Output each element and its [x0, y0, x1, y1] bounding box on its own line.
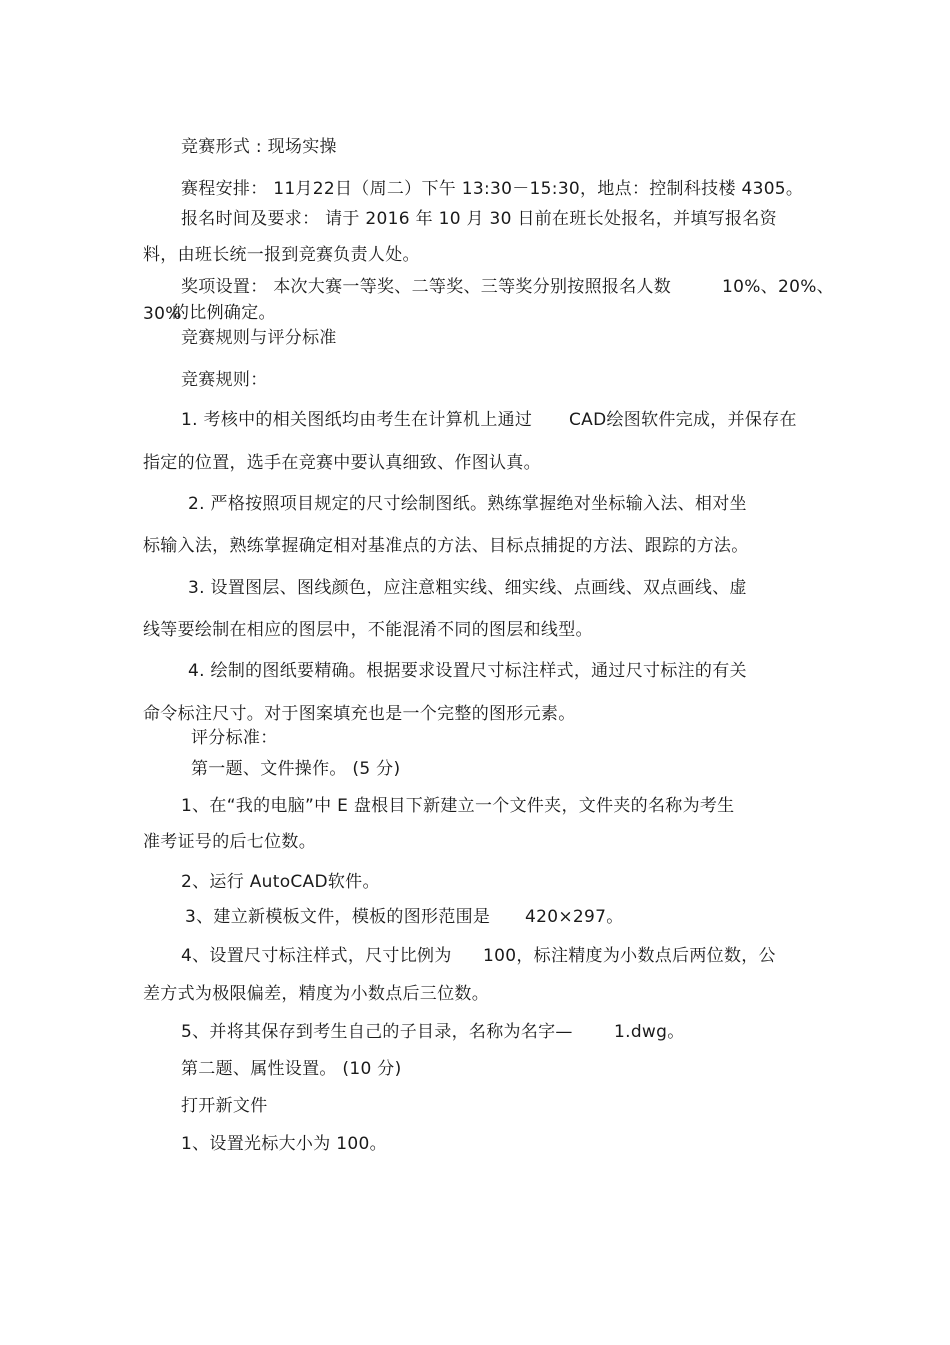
rule-2-cont: 标输入法，熟练掌握确定相对基准点的方法、目标点捕捉的方法、跟踪的方法。 — [143, 536, 749, 556]
awards-percent: 10%、20%、 — [722, 277, 834, 297]
awards-percent-cont: 30% — [143, 304, 182, 324]
question-1-item-4-precision: 100，标注精度为小数点后两位数，公 — [483, 946, 776, 966]
rule-4: 4. 绘制的图纸要精确。根据要求设置尺寸标注样式，通过尺寸标注的有关 — [188, 661, 747, 681]
question-2-item-1: 1、设置光标大小为 100。 — [181, 1134, 387, 1154]
question-1-item-4: 4、设置尺寸标注样式，尺寸比例为 — [181, 946, 452, 966]
question-1-item-5-filename: 1.dwg。 — [614, 1022, 685, 1042]
rule-3-cont: 线等要绘制在相应的图层中，不能混淆不同的图层和线型。 — [143, 620, 593, 640]
rules-subheading: 竞赛规则： — [181, 370, 268, 390]
question-1-item-4-cont: 差方式为极限偏差，精度为小数点后三位数。 — [143, 984, 489, 1004]
question-1-item-5: 5、并将其保存到考生自己的子目录，名称为名字— — [181, 1022, 573, 1042]
question-2-title: 第二题、属性设置。 (10 分) — [181, 1059, 402, 1079]
question-1-item-3: 3、建立新模板文件，模板的图形范围是 — [185, 907, 491, 927]
question-2-open-file: 打开新文件 — [181, 1096, 268, 1116]
rule-3: 3. 设置图层、图线颜色，应注意粗实线、细实线、点画线、双点画线、虚 — [188, 578, 747, 598]
rule-1-cad: CAD绘图软件完成，并保存在 — [569, 410, 797, 430]
question-1-item-2: 2、运行 AutoCAD软件。 — [181, 872, 380, 892]
question-1-item-3-size: 420×297。 — [525, 907, 624, 927]
signup-requirements: 报名时间及要求： 请于 2016 年 10 月 30 日前在班长处报名，并填写报名资 — [181, 209, 777, 229]
rules-heading: 竞赛规则与评分标准 — [181, 328, 337, 348]
schedule: 赛程安排： 11月22日（周二）下午 13:30－15:30，地点：控制科技楼 4305。 — [181, 179, 804, 199]
question-1-item-1: 1、在“我的电脑”中 E 盘根目下新建立一个文件夹，文件夹的名称为考生 — [181, 796, 735, 816]
rule-1: 1. 考核中的相关图纸均由考生在计算机上通过 — [181, 410, 533, 430]
rule-1-cont: 指定的位置，选手在竞赛中要认真细致、作图认真。 — [143, 453, 541, 473]
signup-requirements-cont: 料，由班长统一报到竞赛负责人处。 — [143, 245, 420, 265]
awards-setting: 奖项设置： 本次大赛一等奖、二等奖、三等奖分别按照报名人数 — [181, 277, 672, 297]
competition-form: 竞赛形式 : 现场实操 — [181, 137, 337, 157]
question-1-title: 第一题、文件操作。 (5 分) — [191, 759, 401, 779]
scoring-heading: 评分标准： — [191, 728, 278, 748]
question-1-item-1-cont: 准考证号的后七位数。 — [143, 832, 316, 852]
rule-2: 2. 严格按照项目规定的尺寸绘制图纸。熟练掌握绝对坐标输入法、相对坐 — [188, 494, 747, 514]
awards-ratio: 的比例确定。 — [172, 303, 276, 323]
rule-4-cont: 命令标注尺寸。对于图案填充也是一个完整的图形元素。 — [143, 704, 576, 724]
